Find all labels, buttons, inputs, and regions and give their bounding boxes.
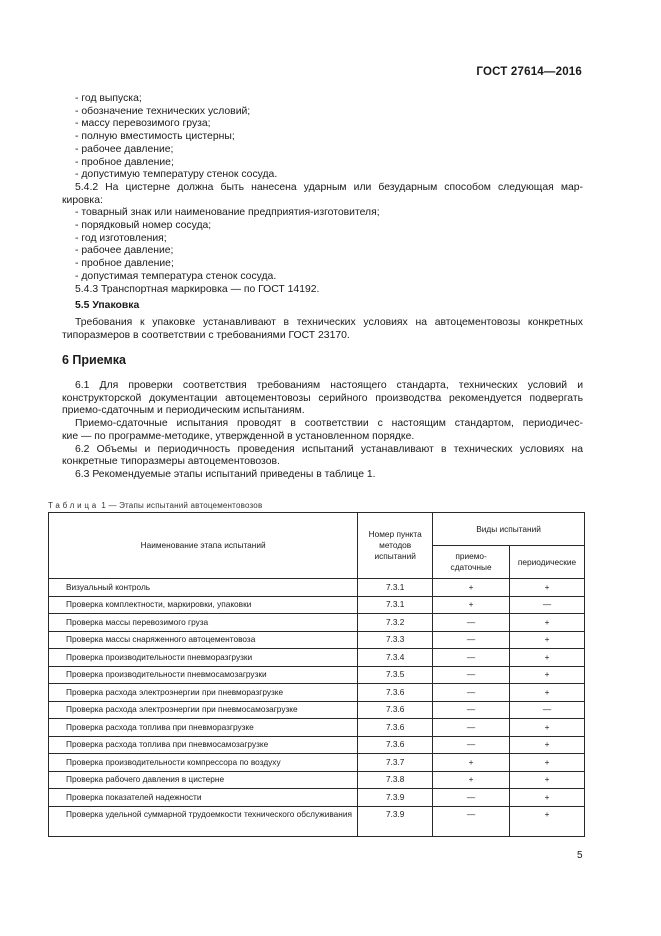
cell-acceptance: —	[433, 649, 510, 667]
cell-periodic: +	[510, 684, 585, 702]
table-row	[49, 631, 585, 649]
column-header-acceptance: приемо-сдаточные	[433, 546, 510, 579]
cell-periodic: +	[510, 666, 585, 684]
cell-acceptance: —	[433, 719, 510, 737]
paragraph-acceptance: Приемо-сдаточные испытания проводят в соответствии с настоящим стандартом, периодичес-	[75, 418, 583, 430]
cell-acceptance: +	[433, 754, 510, 772]
heading-section-6: 6 Приемка	[62, 353, 126, 368]
cell-acceptance: +	[433, 579, 510, 597]
cell-periodic: +	[510, 736, 585, 754]
cell-acceptance: —	[433, 806, 510, 836]
list-item: - товарный знак или наименование предприятия-изготовителя;	[75, 207, 380, 219]
cell-method: 7.3.8	[358, 771, 433, 789]
cell-periodic: +	[510, 579, 585, 597]
table-row	[49, 719, 585, 737]
cell-acceptance: —	[433, 614, 510, 632]
list-item: - рабочее давление;	[75, 245, 174, 257]
cell-acceptance: —	[433, 666, 510, 684]
paragraph-6-1: 6.1 Для проверки соответствия требованиям настоящего стандарта, технических условий и	[75, 380, 583, 392]
list-item: - год изготовления;	[75, 232, 167, 244]
cell-stage-name: Проверка расхода топлива при пневморазгрузке	[49, 719, 358, 737]
document-code: ГОСТ 27614—2016	[476, 66, 582, 78]
table-row	[49, 614, 585, 632]
cell-method: 7.3.7	[358, 754, 433, 772]
paragraph-5-4-2-cont: кировка:	[62, 194, 103, 206]
cell-stage-name: Проверка рабочего давления в цистерне	[49, 771, 358, 789]
table-caption-title: 1 — Этапы испытаний автоцементовозов	[98, 501, 263, 510]
table-caption-word: Таблица	[48, 501, 99, 510]
cell-method: 7.3.5	[358, 666, 433, 684]
cell-stage-name: Проверка массы снаряженного автоцементовоза	[49, 631, 358, 649]
cell-stage-name: Проверка производительности пневморазгрузки	[49, 649, 358, 667]
list-item: - массу перевозимого груза;	[75, 118, 211, 130]
cell-stage-name: Проверка показателей надежности	[49, 789, 358, 807]
table-row	[49, 684, 585, 702]
list-item: - пробное давление;	[75, 156, 174, 168]
cell-stage-name: Проверка комплектности, маркировки, упаковки	[49, 596, 358, 614]
table-row	[49, 666, 585, 684]
cell-method: 7.3.6	[358, 701, 433, 719]
paragraph-6-1-cont: конструкторской документации автоцементовозы серийного производства рекомендуется подвергать	[62, 392, 583, 404]
cell-method: 7.3.9	[358, 806, 433, 836]
list-item: - полную вместимость цистерны;	[75, 131, 235, 143]
table-row	[49, 736, 585, 754]
column-header-periodic: периодические	[510, 546, 585, 579]
cell-stage-name: Проверка производительности компрессора по воздуху	[49, 754, 358, 772]
cell-periodic: +	[510, 614, 585, 632]
cell-acceptance: —	[433, 789, 510, 807]
list-item: - год выпуска;	[75, 93, 142, 104]
table-caption	[48, 501, 262, 510]
cell-method: 7.3.6	[358, 736, 433, 754]
cell-periodic: +	[510, 789, 585, 807]
paragraph-6-2-cont: конкретные типоразмеры автоцементовозов.	[62, 456, 280, 468]
paragraph-6-3: 6.3 Рекомендуемые этапы испытаний приведены в таблице 1.	[75, 468, 376, 480]
list-item: - обозначение технических условий;	[75, 105, 251, 117]
table-row	[49, 596, 585, 614]
cell-method: 7.3.6	[358, 684, 433, 702]
list-item: - порядковый номер сосуда;	[75, 220, 212, 232]
cell-acceptance: —	[433, 631, 510, 649]
table-row	[49, 579, 585, 597]
cell-stage-name: Проверка производительности пневмосамозагрузки	[49, 666, 358, 684]
list-item: - рабочее давление;	[75, 143, 174, 155]
cell-periodic: +	[510, 631, 585, 649]
column-header-method: Номер пункта методов испытаний	[358, 513, 433, 579]
cell-method: 7.3.9	[358, 789, 433, 807]
cell-acceptance: —	[433, 684, 510, 702]
cell-stage-name: Проверка массы перевозимого груза	[49, 614, 358, 632]
cell-stage-name: Проверка удельной суммарной трудоемкости технического обслуживания	[49, 806, 358, 836]
table-row	[49, 806, 585, 836]
test-stages-table	[48, 512, 585, 837]
cell-periodic: +	[510, 754, 585, 772]
cell-periodic: +	[510, 806, 585, 836]
cell-method: 7.3.1	[358, 596, 433, 614]
list-item: - пробное давление;	[75, 258, 174, 270]
heading-5-5: 5.5 Упаковка	[75, 300, 140, 312]
cell-method: 7.3.4	[358, 649, 433, 667]
cell-acceptance: +	[433, 771, 510, 789]
table-body	[49, 579, 585, 837]
table-row	[49, 789, 585, 807]
paragraph-6-1-end: приемо-сдаточным и периодическим испытаниям.	[62, 405, 305, 417]
paragraph-acceptance-cont: кие — по программе-методике, утвержденной в установленном порядке.	[62, 430, 415, 442]
cell-method: 7.3.6	[358, 719, 433, 737]
table-row	[49, 701, 585, 719]
cell-stage-name: Проверка расхода топлива при пневмосамозагрузке	[49, 736, 358, 754]
cell-method: 7.3.3	[358, 631, 433, 649]
cell-method: 7.3.2	[358, 614, 433, 632]
cell-periodic: —	[510, 701, 585, 719]
page-body	[62, 93, 583, 482]
paragraph-5-4-3: 5.4.3 Транспортная маркировка — по ГОСТ 14192.	[75, 283, 320, 295]
paragraph-6-2: 6.2 Объемы и периодичность проведения испытаний устанавливают в технических условиях на	[75, 443, 583, 455]
paragraph-5-5-cont: типоразмеров в соответствии с требованиями ГОСТ 23170.	[62, 329, 350, 341]
cell-periodic: +	[510, 719, 585, 737]
cell-method: 7.3.1	[358, 579, 433, 597]
cell-acceptance: +	[433, 596, 510, 614]
paragraph-5-4-2: 5.4.2 На цистерне должна быть нанесена ударным или безударным способом следующая мар-	[75, 181, 583, 193]
column-header-kinds: Виды испытаний	[433, 513, 585, 546]
paragraph-5-5: Требования к упаковке устанавливают в технических условиях на автоцементовозы конкретных	[75, 316, 583, 328]
cell-periodic: —	[510, 596, 585, 614]
cell-stage-name: Проверка расхода электроэнергии при пневмосамозагрузке	[49, 701, 358, 719]
table-row	[49, 771, 585, 789]
column-header-name: Наименование этапа испытаний	[49, 513, 358, 579]
cell-acceptance: —	[433, 736, 510, 754]
page-number: 5	[577, 850, 583, 861]
cell-acceptance: —	[433, 701, 510, 719]
list-item: - допустимая температура стенок сосуда.	[75, 270, 277, 282]
list-item: - допустимую температуру стенок сосуда.	[75, 169, 278, 181]
table-row	[49, 649, 585, 667]
cell-periodic: +	[510, 771, 585, 789]
cell-stage-name: Визуальный контроль	[49, 579, 358, 597]
table-row	[49, 754, 585, 772]
cell-periodic: +	[510, 649, 585, 667]
cell-stage-name: Проверка расхода электроэнергии при пневморазгрузке	[49, 684, 358, 702]
